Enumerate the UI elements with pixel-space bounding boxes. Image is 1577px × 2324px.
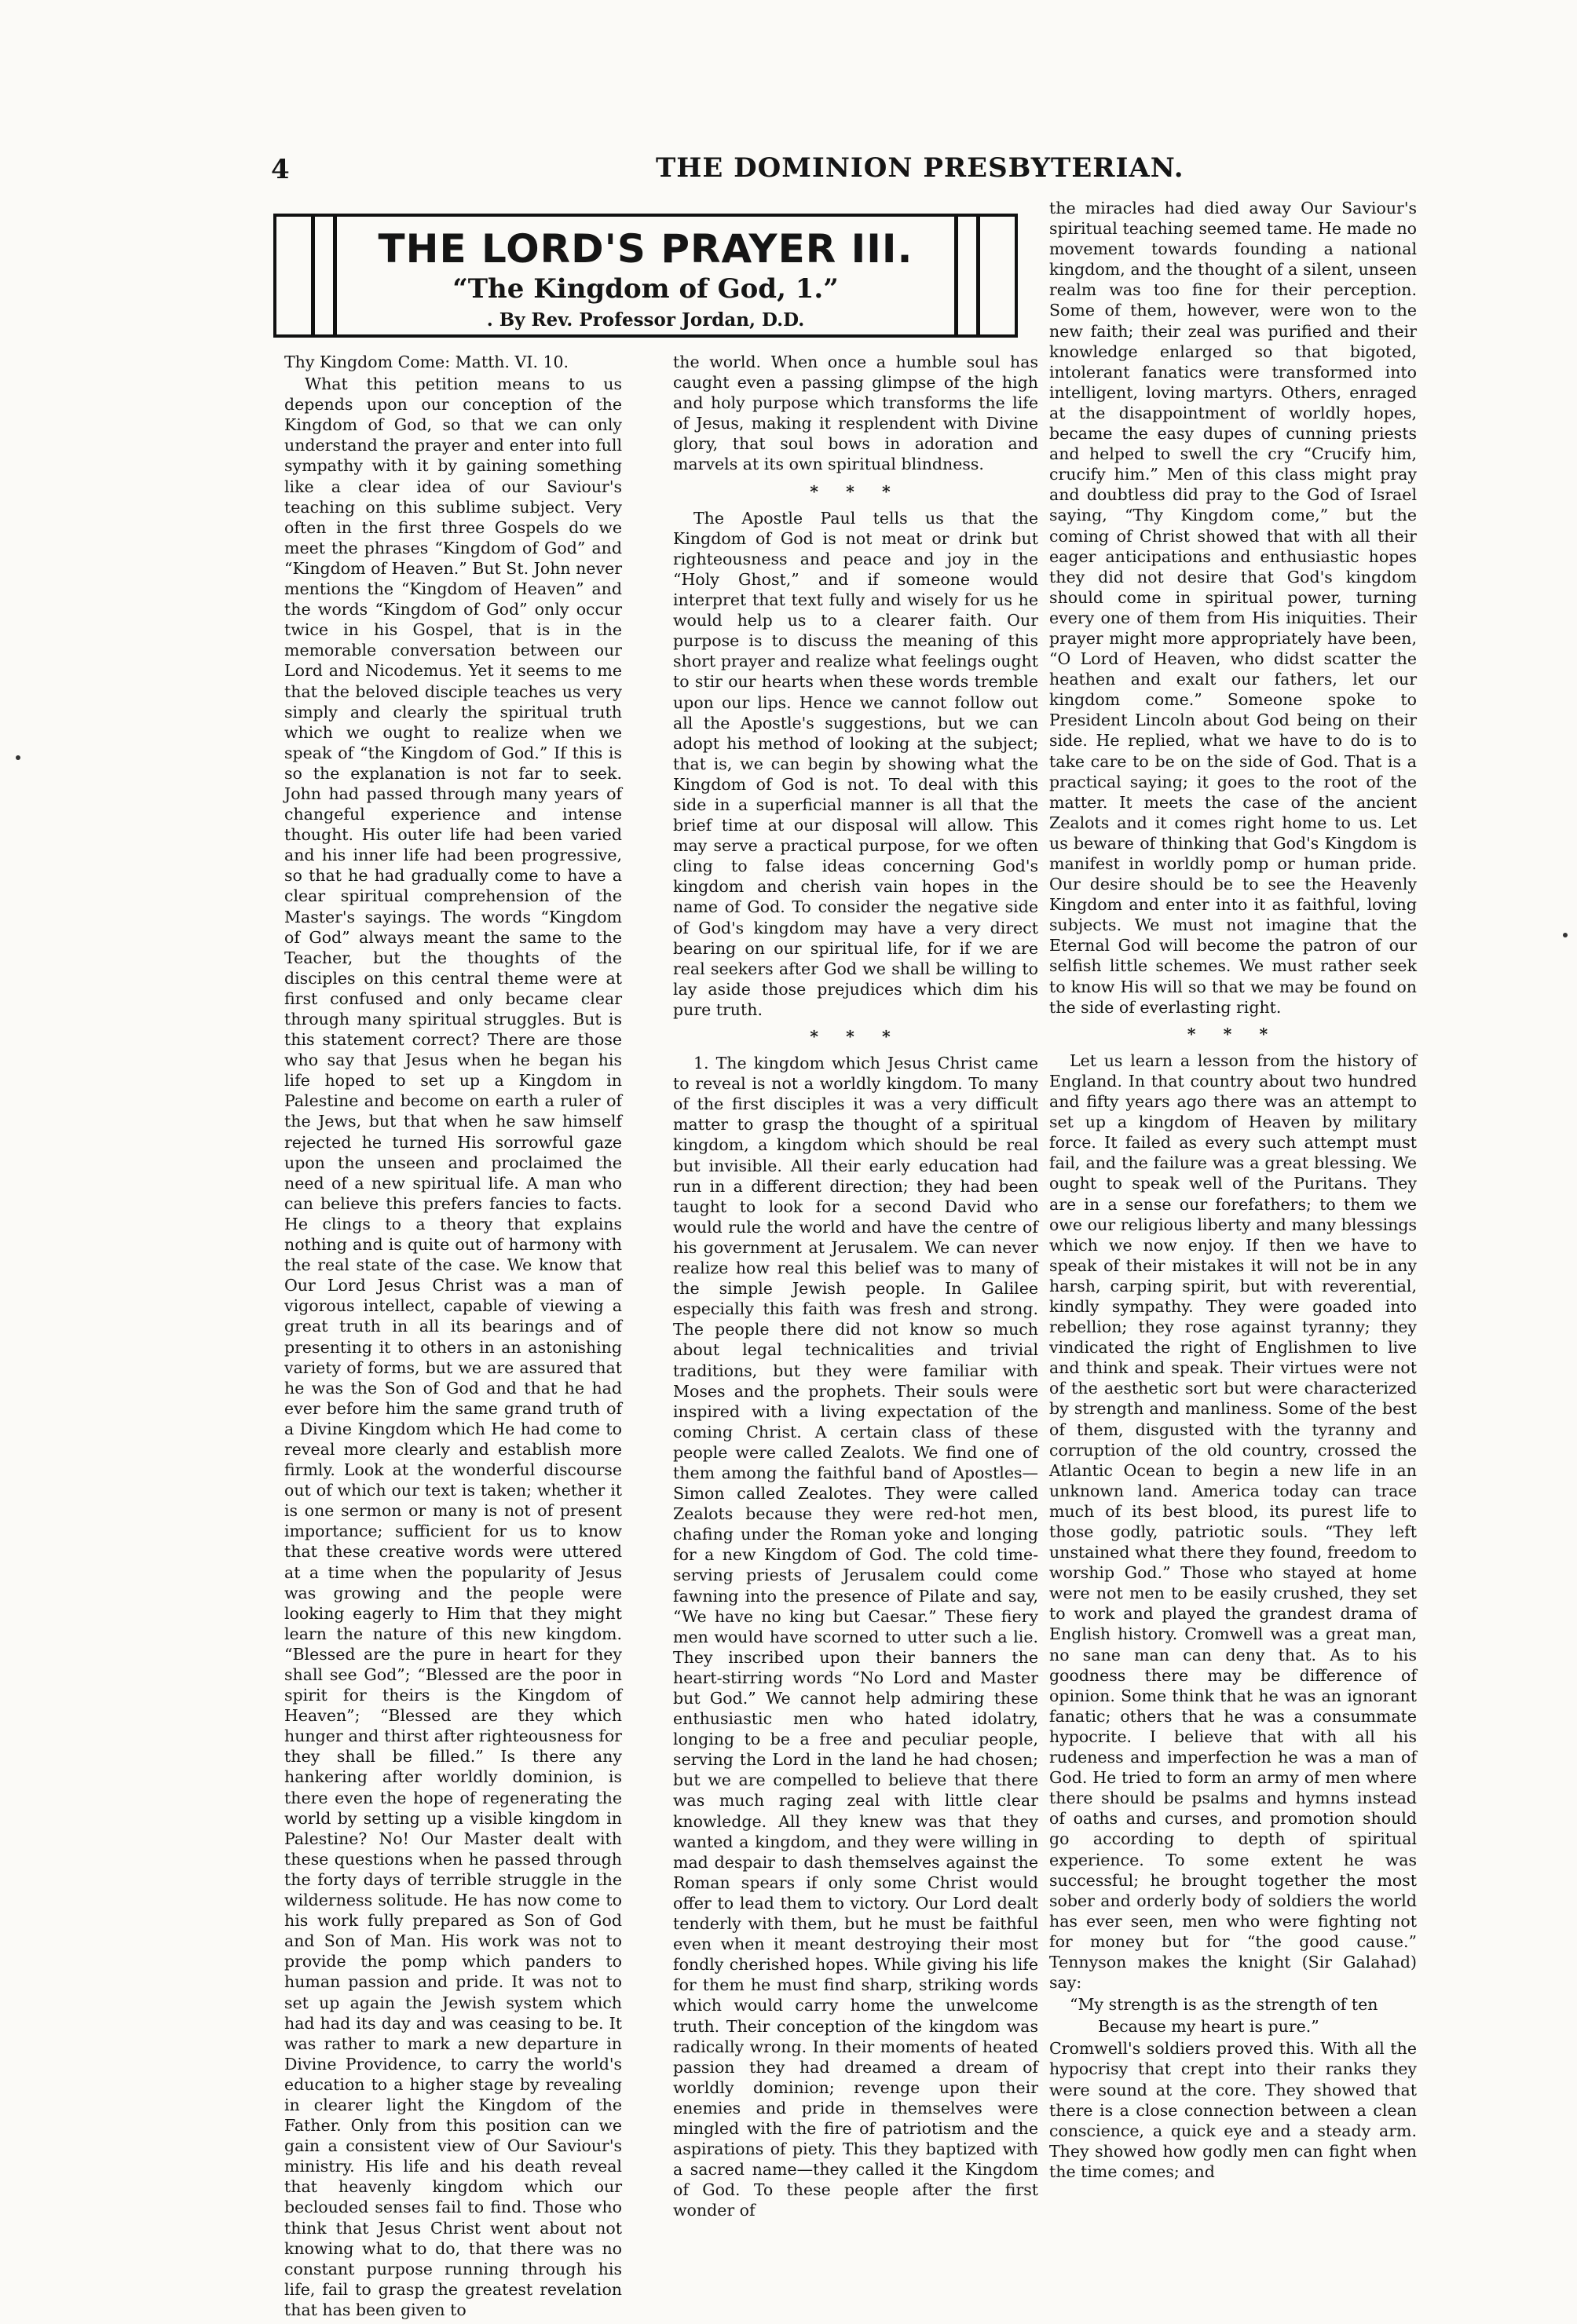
scripture-reference: Thy Kingdom Come: Matth. VI. 10.: [284, 353, 569, 371]
verse-line: Because my heart is pure.”: [1098, 2017, 1319, 2037]
article-subtitle: “The Kingdom of God, 1.”: [452, 273, 839, 305]
section-separator: * * *: [810, 481, 902, 501]
title-box-rule-right-inner: [954, 217, 958, 334]
article-title-box: [273, 214, 1018, 338]
paragraph: Cromwell's soldiers proved this. With all the hypocrisy that crept into their ranks they were sound at the core. They showed that there is a close connection between a clean conscience, a quick eye and a steady arm. They showed how godly men can fight when the time comes; and: [1049, 2039, 1417, 2181]
section-separator: * * *: [1187, 1024, 1279, 1043]
section-separator: * * *: [810, 1027, 902, 1046]
running-head: THE DOMINION PRESBYTERIAN.: [656, 152, 1184, 184]
text-column-1: [284, 352, 622, 2322]
paragraph: 1. The kingdom which Jesus Christ came to reveal is not a worldly kingdom. To many of the first disciples it was a very difficult matter to grasp the thought of a spiritual kingdom, a kingdom which should be real but invisible. All their early education had run in a different direction; they had been taught to look for a second David who would rule the world and have the centre of his government at Jerusalem. We can never realize how real this belief was to many of the simple Jewish people. In Galilee especially this faith was fresh and strong. The people there did not know so much about legal technicalities and trivial traditions, but they were familiar with Moses and the prophets. Their souls were inspired with a living expectation of the coming Christ. A certain class of these people were called Zealots. We find one of them among the faithful band of Apostles—Simon called Zealotes. They were called Zealots because they were red-hot men, chafing under the Roman yoke and longing for a new Kingdom of God. The cold time-serving priests of Jerusalem could come fawning into the presence of Pilate and say, “We have no king but Caesar.” These fiery men would have scorned to utter such a lie. They inscribed upon their banners the heart-stirring words “No Lord and Master but God.” We cannot help admiring these enthusiastic men who hated idolatry, longing to be a free and peculiar people, serving the Lord in the land he had chosen; but we are compelled to believe that there was much raging zeal with little clear knowledge. All they knew was that they wanted a kingdom, and they were willing in mad despair to dash themselves against the Roman spears if only some Christ would offer to lead them to victory. Our Lord dealt tenderly with them, but he must be faithful even when it meant destroying their most fondly cherished hopes. While giving his life for them he must find sharp, striking words which would carry home the unwelcome truth. Their conception of the kingdom was radically wrong. In their moments of heated passion they had dreamed a dream of worldly dominion; revenge upon their enemies and pride in themselves were mingled with the fire of patriotism and the aspirations of piety. This they baptized with a sacred name—they called it the Kingdom of God. To these people after the first wonder of: [673, 1054, 1038, 2220]
text-column-3: [1049, 198, 1417, 2183]
title-box-rule-left-outer: [311, 217, 315, 334]
print-speck: [1563, 933, 1568, 937]
article-title: THE LORD'S PRAYER III.: [378, 226, 913, 272]
paragraph: What this petition means to us depends upon our conception of the Kingdom of God, so that we can only understand the prayer and enter into full sympathy with it by gaining something like a clear idea of our Saviour's teaching on this sublime subject. Very often in the first three Gospels do we meet the phrases “Kingdom of God” and “Kingdom of Heaven.” But St. John never mentions the “Kingdom of Heaven” and the words “Kingdom of God” only occur twice in his Gospel, that is in the memorable conversation between our Lord and Nicodemus. Yet it seems to me that the beloved disciple teaches us very simply and clearly the spiritual truth which we ought to realize when we speak of “the Kingdom of God.” If this is so the explanation is not far to seek. John had passed through many years of changeful experience and intense thought. His outer life had been varied and his inner life had been progressive, so that he had gradually come to have a clear spiritual comprehension of the Master's sayings. The words “Kingdom of God” always meant the same to the Teacher, but the thoughts of the disciples on this central theme were at first confused and only became clear through many spiritual struggles. But is this statement correct? There are those who say that Jesus when he began his life hoped to set up a Kingdom in Palestine and become on earth a ruler of the Jews, but that when he saw himself rejected he turned His sorrowful gaze upon the unseen and proclaimed the need of a new spiritual life. A man who can believe this prefers fancies to facts. He clings to a theory that explains nothing and is quite out of harmony with the real state of the case. We know that Our Lord Jesus Christ was a man of vigorous intellect, capable of viewing a great truth in all its bearings and of presenting it to others in an astonishing variety of forms, but we are assured that he was the Son of God and that he had ever before him the same grand truth of a Divine Kingdom which He had come to reveal more clearly and establish more firmly. Look at the wonderful discourse out of which our text is taken; whether it is one sermon or many is not of present importance; sufficient for us to know that these creative words were uttered at a time when the popularity of Jesus was growing and the people were looking eagerly to Him that they might learn the nature of this new kingdom. “Blessed are the pure in heart for they shall see God”; “Blessed are the poor in spirit for theirs is the Kingdom of Heaven”; “Blessed are they which hunger and thirst after righteousness for they shall be filled.” Is there any hankering after worldly dominion, is there even the hope of regenerating the world by setting up a visible kingdom in Palestine? No! Our Master dealt with these questions when he passed through the forty days of terrible struggle in the wilderness solitude. He has now come to his work fully prepared as Son of God and Son of Man. His work was not to provide the pomp which panders to human passion and pride. It was not to set up again the Jewish system which had had its day and was ceasing to be. It was rather to mark a new departure in Divine Providence, to carry the world's education to a higher stage by revealing in clearer light the Kingdom of the Father. Only from this position can we gain a consistent view of Our Saviour's ministry. His life and his death reveal that heavenly kingdom which our beclouded senses fail to find. Those who think that Jesus Christ went about not knowing what to do, that there was no constant purpose running through his life, fail to grasp the greatest revelation that has been given to: [284, 375, 622, 2319]
text-column-2: [673, 352, 1038, 2222]
article-author: . By Rev. Professor Jordan, D.D.: [486, 309, 805, 331]
verse-line: “My strength is as the strength of ten: [1070, 1995, 1378, 2015]
paragraph: Let us learn a lesson from the history of England. In that country about two hundred and fifty years ago there was an attempt to set up a kingdom of Heaven by military force. It failed as every such attempt must fail, and the failure was a great blessing. We ought to speak well of the Puritans. They are in a sense our forefathers; to them we owe our religious liberty and many blessings which we now enjoy. If then we have to speak of their mistakes it will not be in any harsh, carping spirit, but with reverential, kindly sympathy. They were goaded into rebellion; they rose against tyranny; they vindicated the right of Englishmen to live and think and speak. Their virtues were not of the aesthetic sort but were characterized by strength and manliness. Some of the best of them, disgusted with the tyranny and corruption of the old country, crossed the Atlantic Ocean to begin a new life in an unknown land. America today can trace much of its best blood, its purest life to those godly, patriotic souls. “They left unstained what there they found, freedom to worship God.” Those who stayed at home were not men to be easily crushed, they set to work and played the grandest drama of English history. Cromwell was a great man, no sane man can deny that. As to his goodness there may be difference of opinion. Some think that he was an ignorant fanatic; others that he was a consummate hypocrite. I believe that with all his rudeness and imperfection he was a man of God. He tried to form an army of men where there should be psalms and hymns instead of oaths and curses, and promotion should go according to depth of spiritual experience. To some extent he was successful; he brought together the most sober and orderly body of soldiers the world has ever seen, men who were fighting not for money but for “the good cause.” Tennyson makes the knight (Sir Galahad) say:: [1049, 1051, 1417, 1993]
title-box-rule-left-inner: [333, 217, 337, 334]
print-speck: [16, 755, 20, 760]
page-number: 4: [271, 154, 290, 185]
paragraph: The Apostle Paul tells us that the Kingdom of God is not meat or drink but righteousness and peace and joy in the “Holy Ghost,” and if someone would interpret that text fully and wisely for us he would help us to a clearer faith. Our purpose is to discuss the meaning of this short prayer and realize what feelings ought to stir our hearts when these words tremble upon our lips. Hence we cannot follow out all the Apostle's suggestions, but we can adopt his method of looking at the subject; that is, we can begin by showing what the Kingdom of God is not. To deal with this side in a superficial manner is all that the brief time at our disposal will allow. This may serve a practical purpose, for we often cling to false ideas concerning God's kingdom and cherish vain hopes in the name of God. To consider the negative side of God's kingdom may have a very direct bearing on our spiritual life, for if we are real seekers after God we shall be willing to lay aside those prejudices which dim his pure truth.: [673, 508, 1038, 1019]
paragraph: the world. When once a humble soul has caught even a passing glimpse of the high and holy purpose which transforms the life of Jesus, making it resplendent with Divine glory, that soul bows in adoration and marvels at its own spiritual blindness.: [673, 353, 1038, 474]
title-box-rule-right-outer: [976, 217, 980, 334]
paragraph: the miracles had died away Our Saviour's spiritual teaching seemed tame. He made no movement towards founding a national kingdom, and the thought of a silent, unseen realm was too fine for their perception. Some of them, however, were won to the new faith; their zeal was purified and their knowledge enlarged so that bigoted, intolerant fanatics were transformed into intelligent, loving martyrs. Others, enraged at the disappointment of worldly hopes, became the easy dupes of cunning priests and helped to swell the cry “Crucify him, crucify him.” Men of this class might pray and doubtless did pray to the God of Israel saying, “Thy Kingdom come,” but the coming of Christ showed that with all their eager anticipations and enthusiastic hopes they did not desire that God's kingdom should come in spiritual power, turning every one of them from His iniquities. Their prayer might more appropriately have been, “O Lord of Heaven, who didst scatter the heathen and exalt our fathers, let our kingdom come.” Someone spoke to President Lincoln about God being on their side. He replied, what we have to do is to take care to be on the side of God. That is a practical saying; it goes to the root of the matter. It meets the case of the ancient Zealots and it comes right home to us. Let us beware of thinking that God's Kingdom is manifest in worldly pomp or human pride. Our desire should be to see the Heavenly Kingdom and enter into it as faithful, loving subjects. We must not imagine that the Eternal God will become the patron of our selfish little schemes. We must rather seek to know His will so that we may be found on the side of everlasting right.: [1049, 199, 1417, 1017]
